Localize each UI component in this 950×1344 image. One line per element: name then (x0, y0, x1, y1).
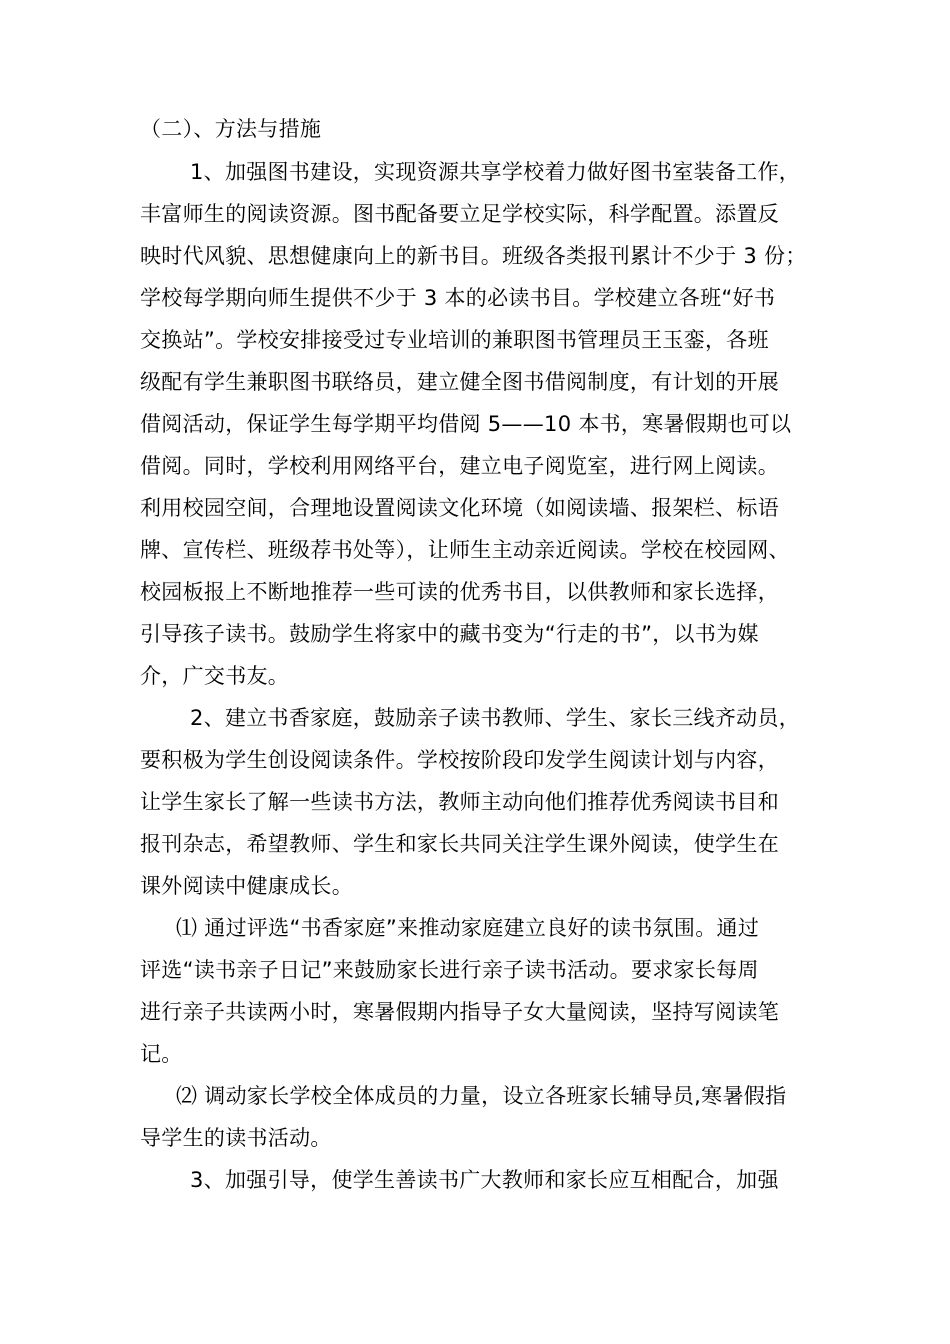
item-1-line-4: 记。 (140, 1042, 183, 1066)
paragraph-1-line-9: 利用校园空间，合理地设置阅读文化环境（如阅读墙、报架栏、标语 (140, 496, 779, 520)
paragraph-1-line-3: 映时代风貌、思想健康向上的新书目。班级各类报刊累计不少于 3 份； (140, 244, 807, 268)
paragraph-1-line-5: 交换站”。学校安排接受过专业培训的兼职图书管理员王玉銮，各班 (140, 328, 769, 352)
item-2-line-1: ⑵ 调动家长学校全体成员的力量，设立各班家长辅导员,寒暑假指 (176, 1084, 787, 1108)
paragraph-1-line-4: 学校每学期向师生提供不少于 3 本的必读书目。学校建立各班“好书 (140, 286, 776, 310)
item-2-line-2: 导学生的读书活动。 (140, 1126, 332, 1150)
paragraph-2-line-5: 课外阅读中健康成长。 (140, 874, 353, 898)
item-1-line-3: 进行亲子共读两小时，寒暑假期内指导子女大量阅读，坚持写阅读笔 (140, 1000, 779, 1024)
paragraph-1-line-10: 牌、宣传栏、班级荐书处等），让师生主动亲近阅读。学校在校园网、 (140, 538, 790, 562)
paragraph-2-line-1: 2、建立书香家庭，鼓励亲子读书教师、学生、家长三线齐动员， (190, 706, 801, 730)
item-1-line-2: 评选“读书亲子日记”来鼓励家长进行亲子读书活动。要求家长每周 (140, 958, 759, 982)
paragraph-1-line-1: 1、加强图书建设，实现资源共享学校着力做好图书室装备工作， (190, 160, 801, 184)
paragraph-1-line-6: 级配有学生兼职图书联络员，建立健全图书借阅制度，有计划的开展 (140, 370, 779, 394)
paragraph-2-line-2: 要积极为学生创设阅读条件。学校按阶段印发学生阅读计划与内容， (140, 748, 779, 772)
paragraph-2-line-4: 报刊杂志，希望教师、学生和家长共同关注学生课外阅读，使学生在 (140, 832, 779, 856)
paragraph-1-line-13: 介，广交书友。 (140, 664, 290, 688)
paragraph-2-line-3: 让学生家长了解一些读书方法，教师主动向他们推荐优秀阅读书目和 (140, 790, 779, 814)
section-heading: （二）、方法与措施 (140, 117, 322, 141)
item-1-line-1: ⑴ 通过评选“书香家庭”来推动家庭建立良好的读书氛围。通过 (176, 916, 760, 940)
paragraph-1-line-7: 借阅活动，保证学生每学期平均借阅 5——10 本书，寒暑假期也可以 (140, 412, 792, 436)
paragraph-1-line-12: 引导孩子读书。鼓励学生将家中的藏书变为“行走的书”，以书为媒 (140, 622, 759, 646)
paragraph-1-line-8: 借阅。同时，学校利用网络平台，建立电子阅览室，进行网上阅读。 (140, 454, 779, 478)
paragraph-3-line-1: 3、加强引导，使学生善读书广大教师和家长应互相配合，加强 (190, 1168, 779, 1192)
paragraph-1-line-2: 丰富师生的阅读资源。图书配备要立足学校实际，科学配置。添置反 (140, 202, 779, 226)
paragraph-1-line-11: 校园板报上不断地推荐一些可读的优秀书目，以供教师和家长选择， (140, 580, 779, 604)
